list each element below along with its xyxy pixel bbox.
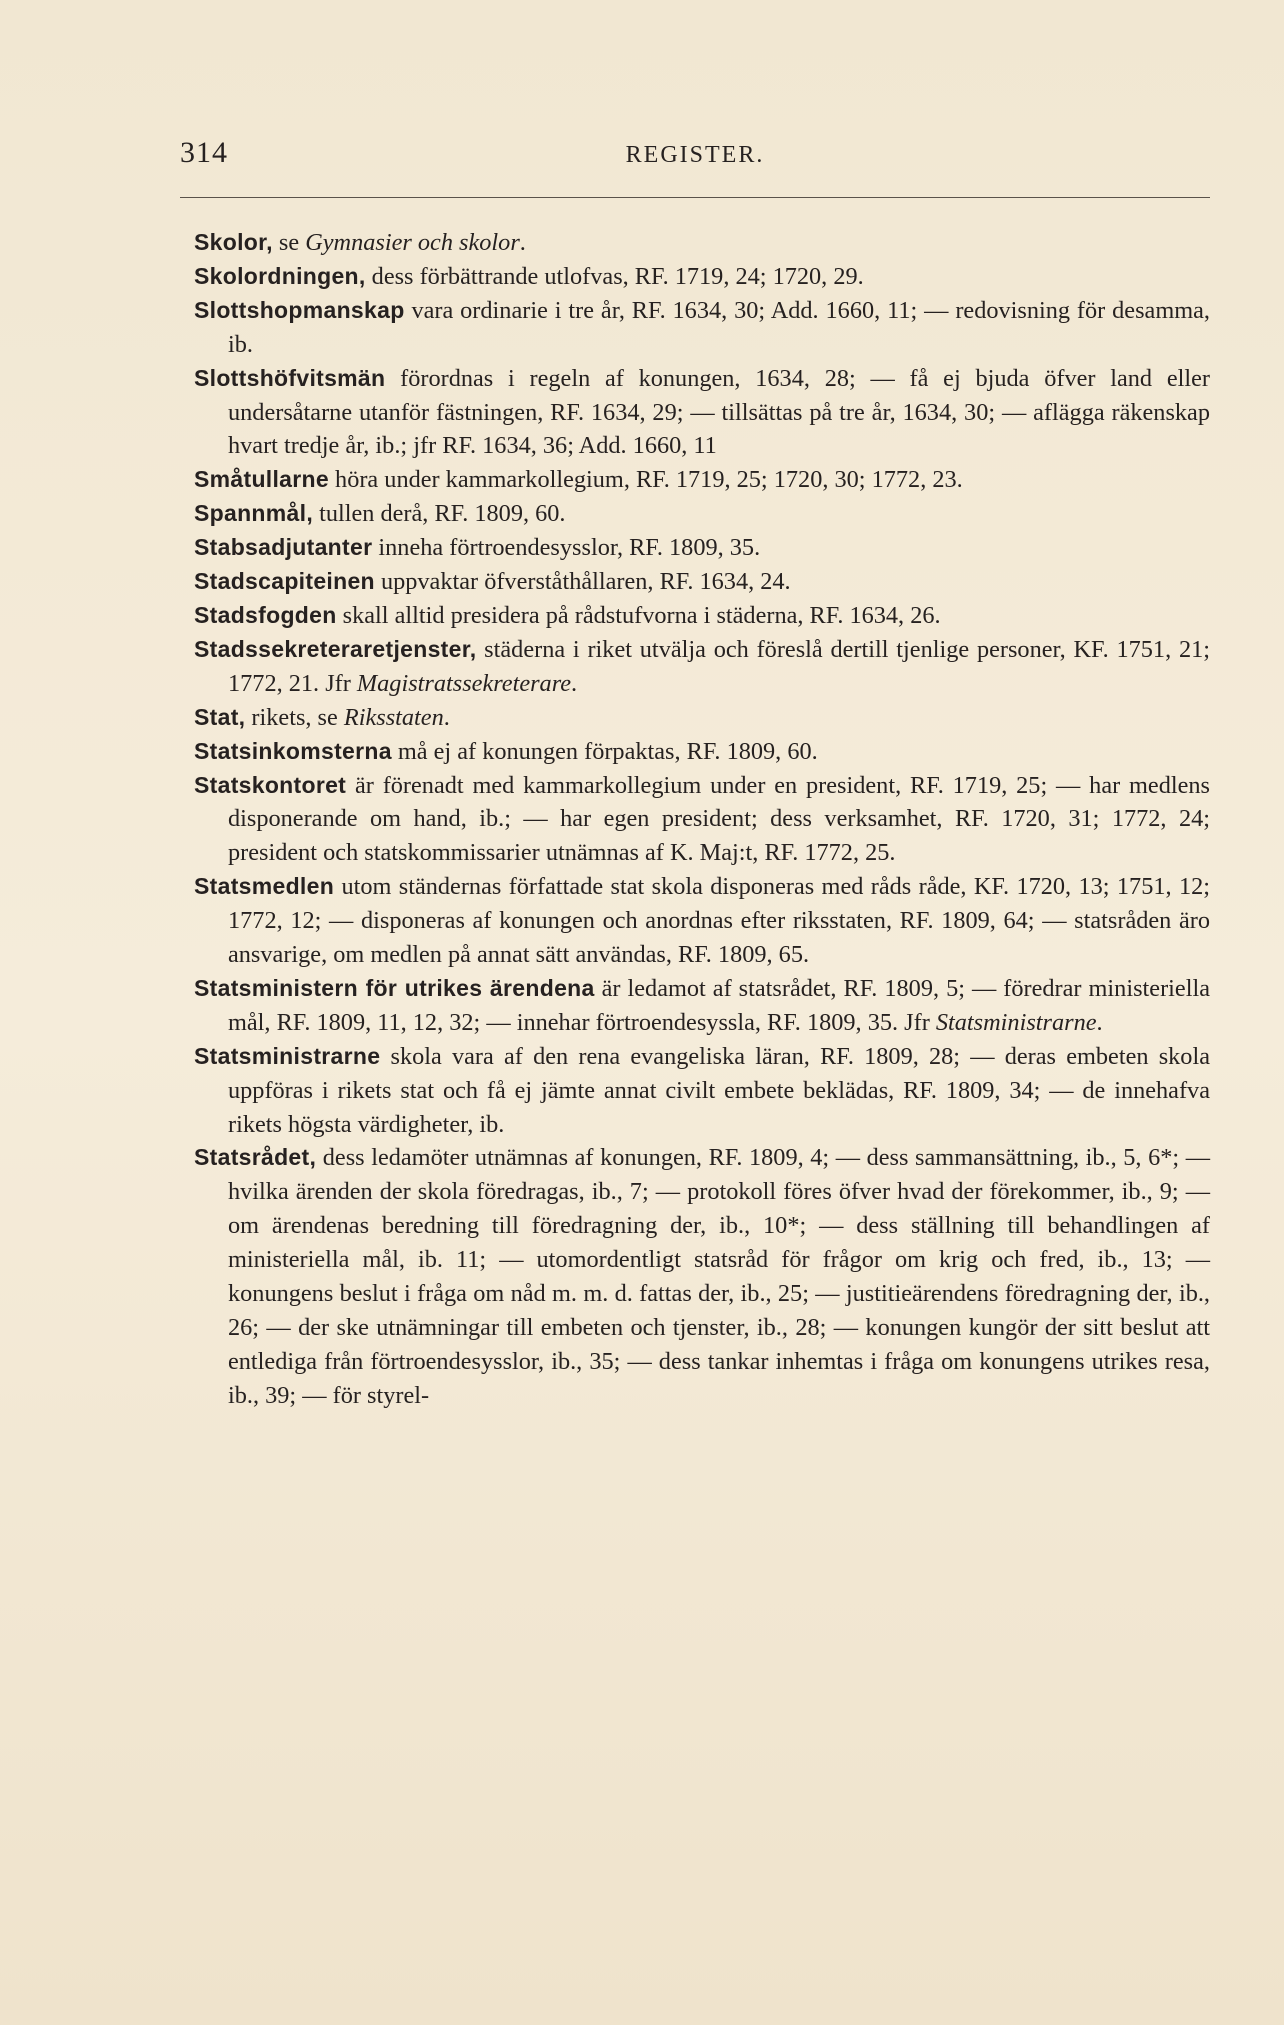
- register-entry: [194, 1040, 1210, 1142]
- entry-headword: Skolor,: [194, 229, 273, 255]
- register-entry: [194, 497, 1210, 531]
- entry-text: utom ständernas författade stat skola disponeras med råds råde, KF. 1720, 13; 1751, 12; 1772, 12; — disponeras af konungen och anordnas efter riksstaten, RF. 1809, 64; — statsråden äro ansvarige, om medlen på annat sätt användas, RF. 1809, 65.: [228, 873, 1210, 969]
- entry-text: är förenadt med kammarkollegium under en president, RF. 1719, 25; — har medlens disponerande om hand, ib.; — har egen president; dess verksamhet, RF. 1720, 31; 1772, 24; president och statskommissarier utnämnas af K. Maj:t, RF. 1772, 25.: [228, 771, 1210, 867]
- entry-headword: Stat,: [194, 703, 246, 730]
- entry-headword: Statsministrarne: [194, 1042, 381, 1069]
- entry-headword: Statsmedlen: [194, 873, 335, 900]
- entry-headword: Stabsadjutanter: [194, 534, 373, 561]
- entry-cross-reference: Statsministrarne: [935, 1008, 1097, 1036]
- entry-headword: Stadssekreteraretjenster,: [194, 635, 477, 662]
- entry-text: tullen derå, RF. 1809, 60.: [313, 500, 566, 528]
- register-entry: [194, 599, 1210, 633]
- entry-headword: Stadscapiteinen: [194, 568, 375, 595]
- entry-headword: Statskontoret: [194, 771, 347, 798]
- entry-headword: Statsministern för utrikes ärendena: [194, 974, 595, 1001]
- page-header: [180, 136, 1210, 180]
- running-head: REGISTER.: [625, 142, 765, 168]
- entry-text-end: .: [443, 703, 450, 731]
- entry-text: dess förbättrande utlofvas, RF. 1719, 24; 1720, 29.: [365, 262, 864, 290]
- register-entry: [194, 735, 1210, 769]
- register-entry: [194, 870, 1210, 972]
- entry-headword: Statsinkomsterna: [194, 737, 392, 764]
- register-entry: [194, 972, 1210, 1040]
- entry-headword: Spannmål,: [194, 500, 314, 527]
- entry-headword: Slottshopmanskap: [194, 296, 405, 323]
- entry-cross-reference: Gymnasier och skolor: [305, 229, 520, 256]
- header-rule: [180, 197, 1210, 198]
- entry-text-end: .: [1096, 1008, 1103, 1036]
- register-entry: [194, 226, 1210, 260]
- entry-headword: Slottshöfvitsmän: [194, 364, 386, 391]
- register-entry: [194, 260, 1210, 294]
- entry-text: skall alltid presidera på rådstufvorna i städerna, RF. 1634, 26.: [336, 601, 941, 629]
- register-entry: [194, 531, 1210, 565]
- entry-text-end: .: [519, 229, 526, 256]
- entry-text: dess ledamöter utnämnas af konungen, RF. 1809, 4; — dess sammansättning, ib., 5, 6*; — hvilka ärenden der skola föredragas, ib., 7; — protokoll föres öfver hvad der förekommer, ib., 9; — om ärendenas beredning till föredragning der, ib., 10*; — dess ställning till behandlingen af ministeriella mål, ib. 11; — utomordentligt statsråd för frågor om krig och fred, ib., 13; — konungens beslut i fråga om nåd m. m. d. fattas der, ib., 25; — justitieärendens föredragning der, ib., 26; — der ske utnämningar till embeten och tjenster, ib., 28; — konungen kungör der sitt beslut att entlediga från förtroendesysslor, ib., 35; — dess tankar inhemtas i fråga om konungens utrikes resa, ib., 39; — för styrel-: [228, 1144, 1210, 1409]
- register-entry: [194, 362, 1210, 464]
- entry-text: rikets, se: [245, 703, 344, 731]
- register-entry: [194, 565, 1210, 599]
- entry-headword: Småtullarne: [194, 466, 329, 493]
- register-entry: [194, 701, 1210, 735]
- entry-cross-reference: Riksstaten: [343, 703, 444, 731]
- entry-headword: Skolordningen,: [194, 262, 366, 289]
- entry-headword: Stadsfogden: [194, 601, 337, 628]
- entry-text: skola vara af den rena evangeliska läran, RF. 1809, 28; — deras embeten skola uppföras i rikets stat och få ej jämte annat civilt embete beklädas, RF. 1809, 34; — de innehafva rikets högsta värdigheter, ib.: [228, 1042, 1210, 1138]
- register-entry: [194, 463, 1210, 497]
- entry-headword: Statsrådet,: [194, 1144, 317, 1171]
- entry-text: må ej af konungen förpaktas, RF. 1809, 60.: [391, 737, 818, 765]
- entry-text: vara ordinarie i tre år, RF. 1634, 30; Add. 1660, 11; — redovisning för desamma, ib.: [228, 296, 1210, 358]
- page-number: 314: [180, 136, 228, 169]
- register-entry: [194, 1141, 1210, 1412]
- entry-text: är ledamot af statsrådet, RF. 1809, 5; — föredrar ministeriella mål, RF. 1809, 11, 12, 32; — innehar förtroendesyssla, RF. 1809, 35. Jfr: [228, 974, 1210, 1036]
- entry-text: höra under kammarkollegium, RF. 1719, 25; 1720, 30; 1772, 23.: [328, 466, 963, 494]
- entry-text-end: .: [571, 669, 578, 697]
- entry-text: städerna i riket utvälja och föreslå dertill tjenlige personer, KF. 1751, 21; 1772, 21. Jfr: [228, 635, 1210, 697]
- entry-text: uppvaktar öfverståthållaren, RF. 1634, 24.: [374, 568, 791, 596]
- register-entry: [194, 633, 1210, 701]
- entry-text: se: [272, 229, 306, 256]
- register-entries: [194, 226, 1210, 1413]
- entry-cross-reference: Magistratssekreterare: [356, 669, 572, 697]
- register-entry: [194, 769, 1210, 871]
- entry-text: inneha förtroendesysslor, RF. 1809, 35.: [372, 534, 761, 562]
- register-entry: [194, 294, 1210, 362]
- entry-text: förordnas i regeln af konungen, 1634, 28; — få ej bjuda öfver land eller undersåtarne utanför fästningen, RF. 1634, 29; — tillsättas på tre år, 1634, 30; — aflägga räkenskap hvart tredje år, ib.; jfr RF. 1634, 36; Add. 1660, 11: [228, 364, 1210, 460]
